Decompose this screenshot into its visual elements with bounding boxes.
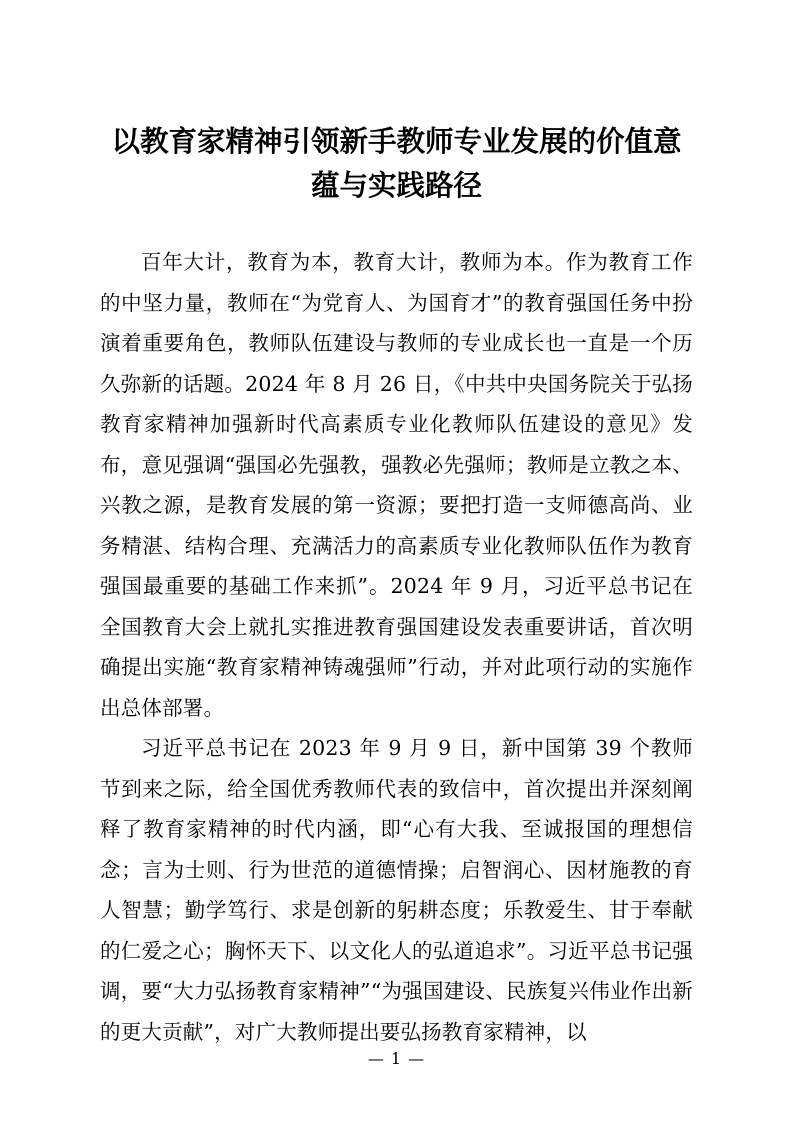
- paragraph: 百年大计，教育为本，教育大计，教师为本。作为教育工作的中坚力量，教师在“为党育人、为国育才”的教育强国任务中扮演着重要角色，教师队伍建设与教师的专业成长也一直是一个历久弥新的话题。2024 年 8 月 26 日，《中共中央国务院关于弘扬教育家精神加强新时代高素质专业化教师队伍建设的意见》发布，意见强调“强国必先强教，强教必先强师；教师是立教之本、兴教之源，是教育发展的第一资源；要把打造一支师德高尚、业务精湛、结构合理、充满活力的高素质专业化教师队伍作为教育强国最重要的基础工作来抓”。2024 年 9 月，习近平总书记在全国教育大会上就扎实推进教育强国建设发表重要讲话，首次明确提出实施“教育家精神铸魂强师”行动，并对此项行动的实施作出总体部署。: [100, 250, 693, 720]
- page-title: 以教育家精神引领新手教师专业发展的价值意蕴与实践路径: [111, 125, 682, 202]
- page-number: — 1 —: [367, 1049, 426, 1068]
- paragraph: 习近平总书记在 2023 年 9 月 9 日，新中国第 39 个教师节到来之际，给全国优秀教师代表的致信中，首次提出并深刻阐释了教育家精神的时代内涵，即“心有大我、至诚报国的理想信念；言为士则、行为世范的道德情操；启智润心、因材施教的育人智慧；勤学笃行、求是创新的躬耕态度；乐教爱生、甘于奉献的仁爱之心；胸怀天下、以文化人的弘道追求”。习近平总书记强调，要“大力弘扬教育家精神”“为强国建设、民族复兴伟业作出新的更大贡献”，对广大教师提出要弘扬教育家精神，以: [100, 736, 693, 1044]
- document-body: [100, 242, 693, 1052]
